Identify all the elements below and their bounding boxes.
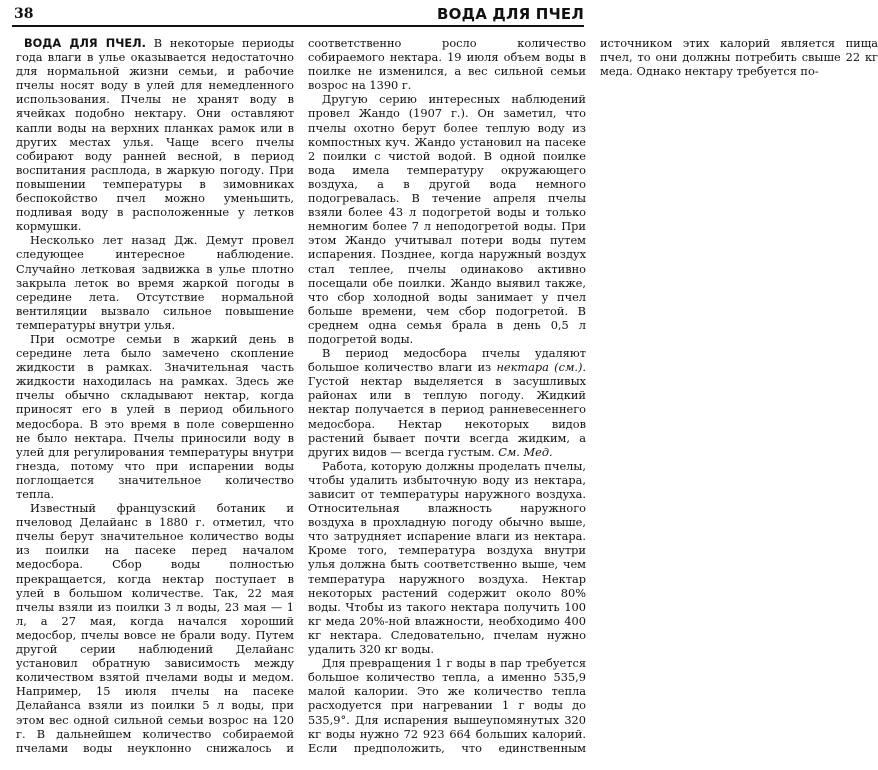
nectar-text-after: . Густой нектар выделяется в засушливых районах или в теплую погоду. Жидкий нектар получается в период ранневесеннего медосбора. Нектар некоторых видов растений бывает почти всегда жидким, а других видов — всегда густым. xyxy=(308,360,587,459)
paragraph-intro xyxy=(16,36,294,233)
paragraph-inspection: При осмотре семьи в жаркий день в середине лета было замечено скопление жидкости в рамках. Значительная часть жидкости находилась на рамках. Здесь же пчелы обычно складывают нектар, когда приносят его в улей в период обильного медосбора. В это время в поле совершенно не было нектара. Пчелы приносили воду в улей для регулирования температуры внутри гнезда, потому что при испарении воды поглощается значительное количество тепла. xyxy=(16,331,294,501)
paragraph-nectar xyxy=(308,346,586,459)
paragraph-delayance: Известный французский ботаник и пчеловод Делайанс в 1880 г. отметил, что пчелы берут значительное количество воды из поилки на пасеке перед началом медосбора. Сбор воды полностью прекращается, когда нектар поступает в улей в большом количестве. Так, 22 мая пчелы взяли из поилки 3 л воды, 23 мая — 1 л, а 27 мая, когда начался хороший медосбор, пчелы вовсе не брали воду. Путем другой серии наблюдений Делайанс установил обратную зависимость между количеством взятой пчелами воды и медом. Например, 15 июля пчелы на пасеке Делайанса взяли из поилки 5 л воды, при этом вес одной сильной семьи возрос на 120 г. В дальнейшем количество собираемой пчелами воды неуклонно снижалось и соответственно росло количество собираемого нектара. 19 июля объем воды в поилке не изменился, а вес сильной семьи возрос на 1390 г. xyxy=(16,36,586,755)
paragraph-evaporation-work: Работа, которую должны проделать пчелы, чтобы удалить избыточную воду из нектара, зависит от температуры наружного воздуха. Относительная влажность наружного воздуха в прохладную погоду обычно выше, что затрудняет испарение влаги из нектара. Кроме того, температура воздуха внутри улья должна быть соответственно выше, чем температура наружного воздуха. Нектар некоторых растений содержит около 80% воды. Чтобы из такого нектара получить 100 кг меда 20%-ной влажности, необходимо 400 кг нектара. Следовательно, пчелам нужно удалить 320 кг воды. xyxy=(308,458,586,657)
paragraph-intro-text: В некоторые периоды года влаги в улье оказывается недостаточно для нормальной жизни семьи, и рабочие пчелы носят воду в улей для немедленного использования. Пчелы не хранят воду в ячейках подобно нектару. Они оставляют капли воды на верхних планках рамок или в других местах улья. Чаще всего пчелы собирают воду ранней весной, в период воспитания расплода, в жаркую погоду. При повышении температуры в зимовниках беспокойство пчел можно уменьшить, подливая воду в расположенные у летков кормушки. xyxy=(16,36,294,234)
paragraph-jandot: Другую серию интересных наблюдений провел Жандо (1907 г.). Он заметил, что пчелы охотно берут более теплую воду из компостных куч. Жандо установил на пасеке 2 поилки с чистой водой. В одной поилке вода имела температуру окружающего воздуха, а в другой вода немного подогревалась. В течение апреля пчелы взяли более 43 л подогретой воды и только немногим более 7 л неподогретой воды. При этом Жандо учитывал потери воды путем испарения. Позднее, когда наружный воздух стал теплее, пчелы одинаково активно посещали обе поилки. Жандо выявил также, что сбор холодной воды занимает у пчел больше времени, чем сбор подогретой. В среднем одна семья брала в день 0,5 л подогретой воды. xyxy=(308,92,586,346)
article-body xyxy=(16,36,878,766)
running-title: ВОДА ДЛЯ ПЧЕЛ xyxy=(437,5,584,23)
paragraph-heat: Для превращения 1 г воды в пар требуется большое количество тепла, а именно 535,9 малой калории. Это же количество тепла расходуется при нагревании 1 г воды до 535,9°. Для испарения вышеупомянутых 320 кг воды нужно 72 923 664 больших калорий. Если предположить, что единственным источником этих калорий является пища пчел, то они должны потребить свыше 22 кг меда. Однако нектару требуется по- xyxy=(308,36,878,755)
page-header xyxy=(12,4,584,26)
see-also-ref: См. Мед. xyxy=(498,444,553,459)
page-number: 38 xyxy=(14,6,34,22)
nectar-crossref: нектара (см.) xyxy=(496,360,583,375)
header-rule xyxy=(12,25,584,27)
headword: ВОДА ДЛЯ ПЧЕЛ. xyxy=(24,36,146,50)
nectar-text-before: В период медосбора пчелы удаляют большое количество влаги из xyxy=(308,346,586,375)
paragraph-demuth: Несколько лет назад Дж. Демут провел следующее интересное наблюдение. Случайно летковая задвижка в улье плотно закрыла леток во время жаркой погоды в середине лета. Отсутствие нормальной вентиляции вызвало сильное повышение температуры внутри улья. xyxy=(16,233,294,332)
